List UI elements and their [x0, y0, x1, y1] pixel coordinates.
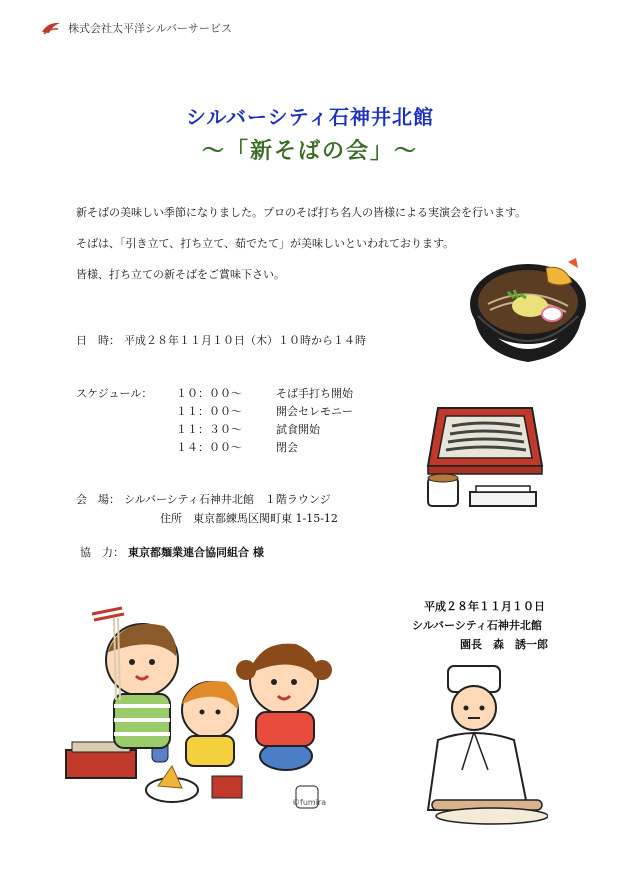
soba-bowl-illustration — [468, 254, 590, 374]
soba-chef-illustration — [418, 660, 548, 828]
datetime-value: 平成２８年１１月１０日（木）１０時から１４時 — [124, 334, 366, 347]
event-title: ～「新そばの会」～ — [201, 138, 418, 164]
cooperation-label: 協 力： — [80, 546, 124, 559]
intro-line-2: そばは、「引き立て、打ち立て、茹でたて」が美味しいといわれております。 — [76, 237, 455, 250]
venue-value: シルバーシティ石神井北館 １階ラウンジ — [124, 493, 331, 506]
schedule-label: スケジュール： — [76, 387, 153, 400]
company-logo-icon — [40, 20, 62, 36]
datetime-label: 日 時： — [76, 334, 120, 347]
intro-line-3: 皆様、打ち立ての新そばをご賞味下さい。 — [76, 268, 285, 281]
page-title: シルバーシティ石神井北館 — [185, 105, 435, 129]
company-name: 株式会社太平洋シルバーサービス — [68, 22, 232, 35]
cooperation-value: 東京都麺業連合協同組合 様 — [128, 546, 264, 559]
schedule-event-3: 試食開始 — [276, 423, 320, 436]
zaru-soba-illustration — [424, 406, 546, 518]
signature-director: 園長 森 誘一郎 — [460, 638, 548, 651]
schedule-time-4: １４：００～ — [176, 441, 242, 454]
family-eating-illustration — [52, 590, 364, 820]
schedule-time-3: １１：３０～ — [176, 423, 242, 436]
company-header — [40, 20, 232, 36]
schedule-time-2: １１：００～ — [176, 405, 242, 418]
signature-org: シルバーシティ石神井北館 — [412, 619, 542, 632]
venue-label: 会 場： — [76, 493, 120, 506]
signature-date: 平成２８年１１月１０日 — [424, 600, 545, 613]
intro-line-1: 新そばの美味しい季節になりました。プロのそば打ち名人の皆様による実演会を行います。 — [76, 206, 527, 219]
schedule-event-2: 開会セレモニー — [276, 405, 353, 418]
schedule-event-1: そば手打ち開始 — [276, 387, 353, 400]
venue-address: 住所 東京都練馬区関町東 1-15-12 — [160, 512, 338, 525]
schedule-event-4: 閉会 — [276, 441, 298, 454]
illustration-credit: ©fumira — [292, 798, 327, 807]
schedule-time-1: １０：００～ — [176, 387, 242, 400]
